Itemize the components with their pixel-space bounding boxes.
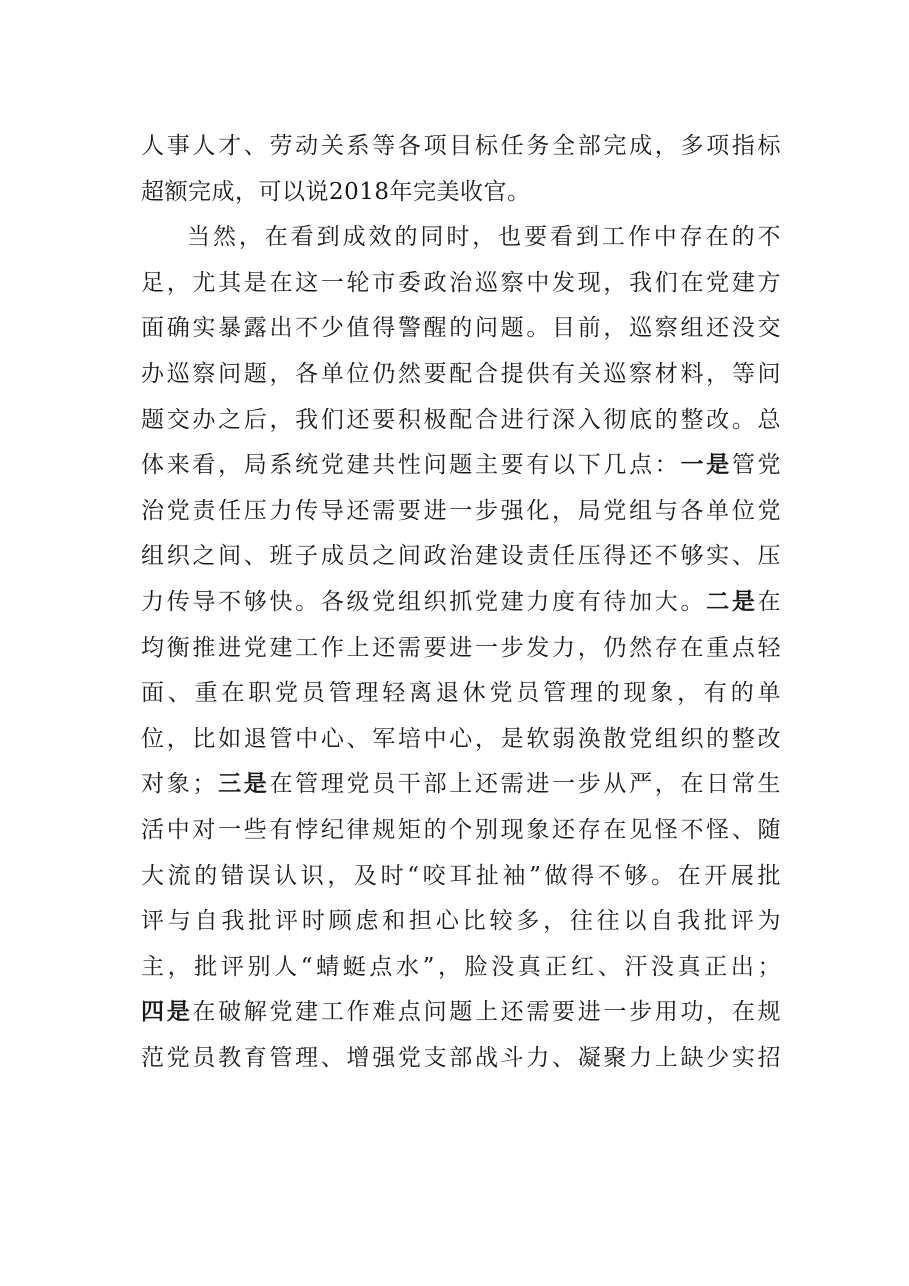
paragraph-2-line-17: 主，批评别人“蜻蜓点水”，脸没真正红、汗没真正出；: [141, 953, 781, 980]
paragraph-2-line-18: [141, 990, 781, 1036]
paragraph-2-line-12: 位，比如退管中心、军培中心，是软弱涣散党组织的整改: [141, 725, 781, 752]
paragraph-1-line-1: 人事人才、劳动关系等各项目标任务全部完成，多项指标: [141, 133, 781, 159]
paragraph-1-line-2: 超额完成，可以说2018年完美收官。: [141, 178, 531, 205]
body-text: [141, 124, 781, 1081]
line-9-text: 力传导不够快。各级党组织抓党建力度有待加大。: [141, 588, 707, 615]
paragraph-2-line-16: 评与自我批评时顾虑和担心比较多，往往以自我批评为: [141, 908, 781, 935]
paragraph-2-line-1: 当然，在看到成效的同时，也要看到工作中存在的不: [187, 224, 781, 251]
paragraph-2-line-13: [141, 762, 781, 808]
paragraph-2-line-10: 均衡推进党建工作上还需要进一步发力，仍然存在重点轻: [141, 634, 781, 661]
line-9-tail: 在: [757, 588, 781, 615]
point-two-marker: 二是: [706, 588, 758, 615]
paragraph-2-line-14: 活中对一些有悖纪律规矩的个别现象还存在见怪不怪、随: [141, 816, 781, 843]
paragraph-2-line-6: [141, 443, 781, 489]
paragraph-2-line-5: 题交办之后，我们还要积极配合进行深入彻底的整改。总: [141, 406, 781, 433]
paragraph-2-line-19: 范党员教育管理、增强党支部战斗力、凝聚力上缺少实招: [141, 1044, 781, 1071]
paragraph-2-line-11: 面、重在职党员管理轻离退休党员管理的现象，有的单: [141, 680, 781, 707]
line-13-text: 对象；: [141, 771, 216, 798]
point-three-marker: 三是: [215, 771, 270, 798]
line-13-tail: 在管理党员干部上还需进一步从严，在日常生: [269, 771, 781, 798]
line-6-text: 体来看，局系统党建共性问题主要有以下几点：: [141, 452, 681, 479]
paragraph-2-line-2: 足，尤其是在这一轮市委政治巡察中发现，我们在党建方: [141, 269, 781, 296]
paragraph-2-line-4: 办巡察问题，各单位仍然要配合提供有关巡察材料，等问: [141, 360, 781, 387]
paragraph-2-line-9: [141, 580, 781, 626]
line-6-tail: 管党: [731, 452, 781, 479]
point-four-marker: 四是: [141, 999, 193, 1026]
paragraph-2-line-8: 组织之间、班子成员之间政治建设责任压得还不够实、压: [141, 543, 781, 570]
paragraph-2-line-7: 治党责任压力传导还需要进一步强化，局党组与各单位党: [141, 497, 781, 524]
point-one-marker: 一是: [680, 452, 732, 479]
paragraph-2-line-15: 大流的错误认识，及时“咬耳扯袖”做得不够。在开展批: [141, 862, 781, 889]
line-18-text: 在破解党建工作难点问题上还需要进一步用功，在规: [192, 999, 781, 1026]
paragraph-2-line-3: 面确实暴露出不少值得警醒的问题。目前，巡察组还没交: [141, 315, 781, 342]
